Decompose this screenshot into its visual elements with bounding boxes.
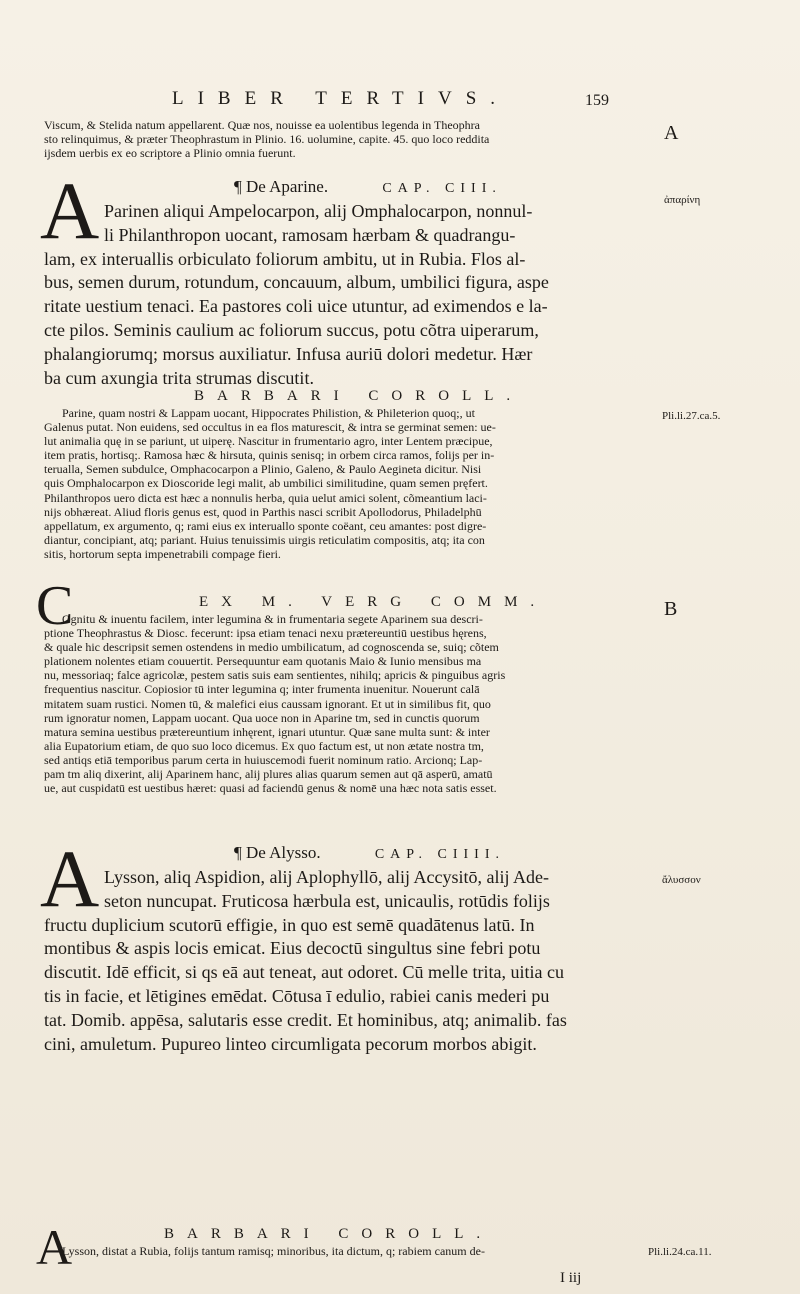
- text-line: Ognitu & inuentu facilem, inter legumina & in frumentaria segete Aparinem sua descri-: [62, 612, 483, 626]
- chapter-heading: [44, 176, 656, 200]
- text-line: tat. Domib. appēsa, salutaris esse credit. Et hominibus, atq; animalib. fas: [44, 1009, 567, 1030]
- text-line: cte pilos. Seminis caulium ac foliorum succus, potu cõtra uiperarum,: [44, 319, 539, 340]
- text-line: alia Eupatorium etiam, de quo suo loco dicemus. Ex quo factum est, ut non ætate nostra tm,: [44, 738, 484, 753]
- text-line: plationem nolentes etiam couuertit. Persequuntur eam quotanis Maio & Iunio mensibus ma: [44, 654, 482, 669]
- drop-cap-c: C: [36, 575, 74, 637]
- text-line: rum ignoratur nomen, Lappam uocant. Qua uoce non in Aparine tm, sed in cunctis quorum: [44, 710, 480, 725]
- text-line: terualla, Semen subdulce, Omphacocarpon a Plinio, Galeno, & Paulo Aegineta dicitur. Nisi: [44, 462, 482, 477]
- text-line: discutit. Idē efficit, si qs eā aut teneat, aut odoret. Cū melle trita, uitia cu: [44, 962, 565, 983]
- text-line: sed antiqs etiā temporibus parum certa in huiuscemodi fuerit nominum ratio. Arcionq; Lap-: [44, 752, 483, 767]
- text-line: ritate uestium tenaci. Ea pastores coli uice utuntur, ad eximendos e la-: [44, 296, 548, 317]
- text-line: seton nuncupat. Fruticosa hærbula est, unicaulis, rotūdis folijs: [104, 890, 550, 911]
- text-line: quis Omphalocarpon ex Dioscoride legi malit, ab umbilici similitudine, quam semen pręfert.: [44, 476, 488, 491]
- signature-mark: I iij: [560, 1270, 582, 1286]
- margin-reference: Pli.li.24.ca.11.: [648, 1246, 712, 1258]
- chapter-title: De Alysso.: [245, 843, 321, 862]
- intro-line: ijsdem uerbis ex eo scriptore a Plinio omnia fuerunt.: [44, 146, 296, 161]
- text-line: lam, ex interuallis orbiculato foliorum ambitu, ut in Rubia. Flos al-: [44, 248, 526, 269]
- text-line: phalangiorumq; morsus auxiliatur. Infusa auriū dolori medetur. Hær: [44, 343, 533, 364]
- section-heading: EX M. VERG COMM.: [199, 594, 548, 610]
- text-line: ptione Theophrastus & Diosc. fecerunt: ipsa etiam tenaci nexu prætereuntiū uestibus hęrens,: [44, 626, 487, 641]
- margin-greek-note: ἀπαρίνη: [664, 194, 701, 206]
- intro-paragraph: [44, 118, 656, 160]
- text-line: li Philanthropon uocant, ramosam hærbam & quadrangu-: [104, 224, 516, 245]
- text-line: frequentius nascitur. Copiosior tū inter legumina q; inter frumenta inuenitur. Nouerunt calā: [44, 682, 480, 697]
- intro-line: Viscum, & Stelida natum appellarent. Quæ nos, nouisse ea uolentibus legenda in Theophra: [44, 118, 480, 132]
- margin-letter: B: [664, 598, 678, 620]
- text-line: cini, amuletum. Pupureo linteo circumligata pecorum morbos abigit.: [44, 1033, 537, 1054]
- text-line: Galenus putat. Non euidens, sed occultus in ea flos maturescit, & intra se germinat semen: ue-: [44, 420, 496, 435]
- drop-cap-a: A: [36, 1219, 73, 1275]
- text-line: nijs obhæreat. Aliud floris genus est, quod in Parthis nasci scribit Apollodorus, Philadelphū: [44, 504, 482, 519]
- pilcrow-icon: ¶: [234, 843, 242, 862]
- text-line: lut animalia quę in se pariunt, ut uiperę. Nascitur in frumentario agro, inter Lentem præcipue,: [44, 434, 493, 449]
- text-line: appellatum, ex argumento, q; rami eius ex interuallo sponte coëant, ceu amantes: post digre-: [44, 518, 487, 533]
- text-line: matura semina uestibus prætereuntium inhęrent, ignari utuntur. Quæ sane multa sunt: & inter: [44, 724, 490, 739]
- section-barbari-coroll-1: [44, 386, 656, 561]
- text-line: ba cum axungia trita strumas discutit.: [44, 367, 314, 388]
- text-line: tis in facie, et lētigines emēdat. Cōtusa ī edulio, rabiei canis mederi pu: [44, 985, 550, 1006]
- margin-reference: Pli.li.27.ca.5.: [662, 410, 721, 422]
- text-line: ue, aut cuspidatū est uestibus hæret: quasi ad faciendū genus & nomē una hæc nota satis esset.: [44, 781, 497, 796]
- section-verg-comm: [44, 592, 656, 795]
- pilcrow-icon: ¶: [234, 177, 242, 196]
- text-line: Lysson, distat a Rubia, folijs tantum ramisq; minoribus, ita dictum, q; rabiem canum de-: [62, 1244, 485, 1258]
- margin-greek-note: ἄλυσσον: [662, 874, 701, 886]
- drop-cap-a: A: [40, 165, 100, 256]
- section-heading: BARBARI COROLL.: [194, 388, 524, 404]
- section-alysso: [44, 842, 656, 1056]
- text-line: diantur, concipiant, atq; pariant. Huius tenuissimis uirgis reticulatim compositis, atq; ita con: [44, 532, 485, 547]
- drop-cap-a: A: [40, 833, 100, 924]
- text-line: sitis, hortorum septa impenetrabili compage fieri.: [44, 546, 281, 561]
- text-line: Philanthropos uero dicta est hæc a nonnulis herba, quia uelut amici solent, cõmeantium laci-: [44, 490, 487, 505]
- text-line: Lysson, aliq Aspidion, alij Aplophyllō, alij Accysitō, alij Ade-: [104, 867, 549, 887]
- chapter-heading: [44, 842, 656, 866]
- text-line: bus, semen durum, rotundum, concauum, album, umbilici figura, aspe: [44, 272, 549, 293]
- margin-letter: A: [664, 122, 679, 144]
- section-aparine: [44, 176, 656, 390]
- chapter-number: CAP. CIII.: [382, 181, 502, 196]
- text-line: fructu duplicium scutorū effigie, in quo est semē quadātenus latū. In: [44, 914, 535, 935]
- intro-line: sto relinquimus, & præter Theophrastum in Plinio. 16. uolumine, capite. 45. quo loco reddita: [44, 132, 490, 147]
- text-line: item pratis, hortisq;. Ramosa hæc & hirsuta, quinis senisq; in orbem circa ramos, folijs per in-: [44, 448, 495, 463]
- text-line: Parinen aliqui Ampelocarpon, alij Omphalocarpon, nonnul-: [104, 201, 533, 221]
- text-line: nu, messoriaq; falce agricolæ, pestem satis suis eam sentientes, nihilq; apricis & pinguibus agris: [44, 668, 506, 683]
- text-line: & quale hic descripsit semen ostendens in medio umbilicatum, ad cognoscenda se, suiq; cõtem: [44, 640, 499, 655]
- page-number: 159: [585, 92, 609, 109]
- text-line: Parine, quam nostri & Lappam uocant, Hippocrates Philistion, & Phileterion quoq;, ut: [62, 406, 475, 420]
- text-line: pam tm aliq dixerint, alij Aparinem hanc, alij plures alias quarum semen aut qā asperū, amatū: [44, 767, 493, 782]
- chapter-number: CAP. CIIII.: [374, 847, 505, 862]
- section-barbari-coroll-2: [44, 1224, 656, 1258]
- chapter-title: De Aparine.: [245, 177, 329, 196]
- text-line: montibus & aspis locis emicat. Eius decoctū singultus sine febri potu: [44, 938, 541, 959]
- running-head: LIBER TERTIVS.: [172, 88, 510, 109]
- section-heading: BARBARI COROLL.: [164, 1226, 494, 1242]
- text-line: mitatem suam rustici. Nomen tū, & malefici eius caussam ignorant. Et ut in similibus fit, quo: [44, 696, 491, 711]
